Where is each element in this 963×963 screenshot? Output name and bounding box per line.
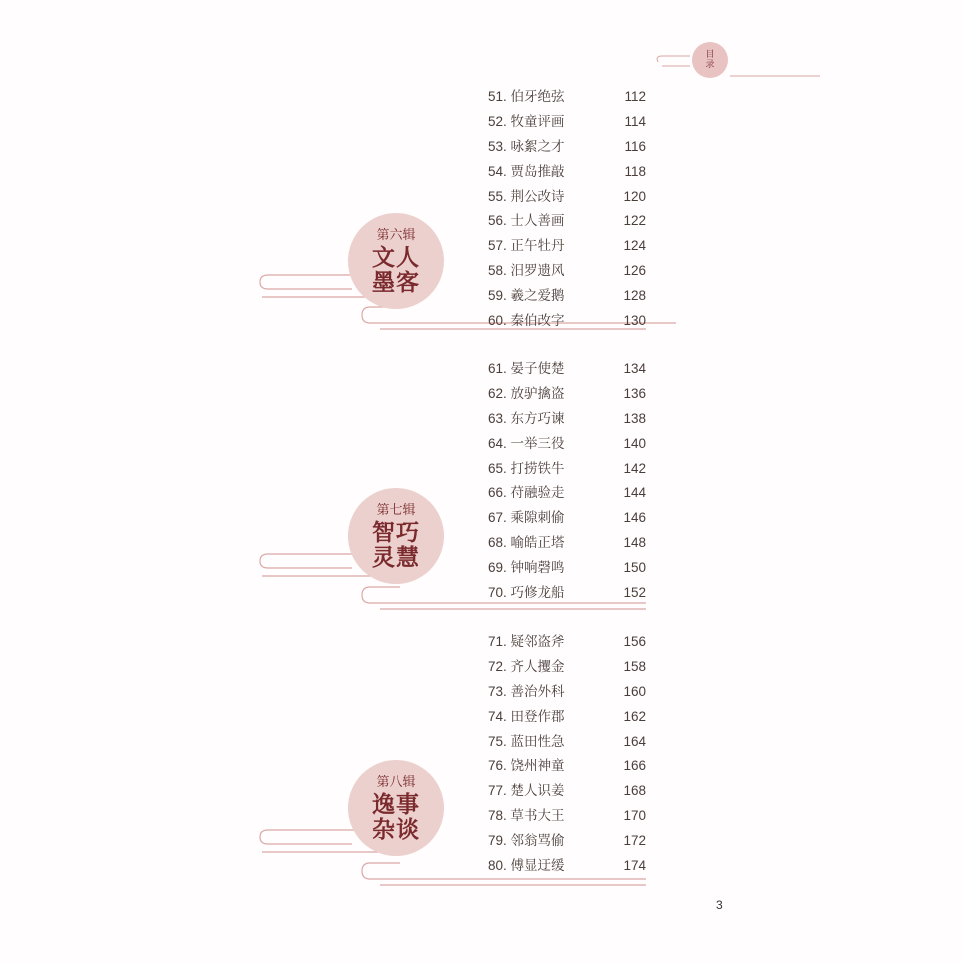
toc-entry[interactable] xyxy=(486,185,648,210)
entry-title: 77. 楚人识姜 xyxy=(488,783,565,799)
toc-entry[interactable] xyxy=(486,531,648,556)
entry-page: 174 xyxy=(623,858,646,874)
entry-page: 172 xyxy=(623,833,646,849)
section-title-line2: 杂谈 xyxy=(372,815,420,843)
toc-entry[interactable] xyxy=(486,85,648,110)
toc-header xyxy=(655,40,825,85)
entry-title: 66. 苻融验走 xyxy=(488,485,565,501)
entry-title: 76. 饶州神童 xyxy=(488,758,565,774)
entry-title: 61. 晏子使楚 xyxy=(488,361,565,376)
entry-page: 128 xyxy=(623,288,646,304)
toc-entry[interactable] xyxy=(486,754,648,779)
toc-entry[interactable] xyxy=(486,234,648,259)
page-number: 3 xyxy=(716,898,723,912)
entry-title: 74. 田登作郡 xyxy=(488,708,565,724)
entry-page: 164 xyxy=(623,733,646,749)
entry-page: 152 xyxy=(623,585,646,601)
entry-title: 80. 傅显迂缓 xyxy=(488,858,565,874)
entry-page: 168 xyxy=(623,783,646,799)
toc-entry[interactable] xyxy=(486,804,648,829)
entry-title: 75. 蓝田性急 xyxy=(488,733,565,749)
section-6 xyxy=(0,85,963,345)
section-label: 第八辑 xyxy=(376,774,416,790)
section-label: 第六辑 xyxy=(376,227,416,243)
entry-title: 78. 草书大王 xyxy=(488,808,565,824)
toc-entry[interactable] xyxy=(486,655,648,680)
toc-entry[interactable] xyxy=(486,481,648,506)
section-7 xyxy=(0,357,963,617)
toc-entry[interactable] xyxy=(486,135,648,160)
entry-title: 51. 伯牙绝弦 xyxy=(488,89,565,104)
entry-page: 150 xyxy=(623,560,646,576)
entry-page: 142 xyxy=(623,460,646,476)
entry-page: 136 xyxy=(623,385,646,401)
entry-page: 144 xyxy=(623,485,646,501)
entry-page: 138 xyxy=(623,410,646,426)
toc-entry[interactable] xyxy=(486,854,648,879)
entry-title: 71. 疑邻盗斧 xyxy=(488,634,565,649)
section-title-line2: 灵慧 xyxy=(372,543,420,571)
entry-title: 52. 牧童评画 xyxy=(488,113,565,129)
entry-title: 79. 邻翁骂偷 xyxy=(488,833,565,849)
toc-entry[interactable] xyxy=(486,779,648,804)
entry-page: 158 xyxy=(623,658,646,674)
entry-page: 156 xyxy=(623,634,646,649)
toc-entry[interactable] xyxy=(486,110,648,135)
entry-page: 134 xyxy=(623,361,646,376)
entry-title: 70. 巧修龙船 xyxy=(488,585,565,601)
entry-title: 58. 汨罗遗风 xyxy=(488,263,565,279)
entry-title: 64. 一举三役 xyxy=(488,435,565,451)
entry-page: 126 xyxy=(623,263,646,279)
toc-entry[interactable] xyxy=(486,556,648,581)
toc-entry[interactable] xyxy=(486,506,648,531)
toc-entry[interactable] xyxy=(486,209,648,234)
toc-entry[interactable] xyxy=(486,829,648,854)
entry-page: 148 xyxy=(623,535,646,551)
entry-title: 65. 打捞铁牛 xyxy=(488,460,565,476)
entry-title: 57. 正午牡丹 xyxy=(488,238,565,254)
toc-entry[interactable] xyxy=(486,630,648,655)
header-cloud-ornament xyxy=(655,40,825,85)
entry-page: 170 xyxy=(623,808,646,824)
section-title-line1: 文人 xyxy=(372,243,420,271)
entry-title: 68. 喻皓正塔 xyxy=(488,535,565,551)
entry-title: 73. 善治外科 xyxy=(488,683,565,699)
section-badge xyxy=(348,213,444,309)
entry-page: 118 xyxy=(624,163,646,179)
toc-entry[interactable] xyxy=(486,730,648,755)
toc-entry[interactable] xyxy=(486,309,648,334)
toc-entry[interactable] xyxy=(486,457,648,482)
entry-page: 146 xyxy=(623,510,646,526)
section-badge xyxy=(348,760,444,856)
toc-entry[interactable] xyxy=(486,259,648,284)
entry-title: 55. 荆公改诗 xyxy=(488,188,565,204)
section-label: 第七辑 xyxy=(376,502,416,518)
entry-list xyxy=(486,357,648,606)
header-char-1: 目 xyxy=(705,50,715,60)
entry-title: 62. 放驴擒盗 xyxy=(488,385,565,401)
toc-entry[interactable] xyxy=(486,357,648,382)
section-badge xyxy=(348,488,444,584)
header-badge xyxy=(692,42,728,78)
section-title-line1: 逸事 xyxy=(372,790,420,818)
entry-title: 72. 齐人攫金 xyxy=(488,658,565,674)
header-char-2: 录 xyxy=(705,60,715,70)
section-title-line2: 墨客 xyxy=(372,268,420,296)
entry-title: 56. 士人善画 xyxy=(488,213,565,229)
entry-title: 67. 乘隙刺偷 xyxy=(488,510,565,526)
toc-entry[interactable] xyxy=(486,160,648,185)
toc-entry[interactable] xyxy=(486,382,648,407)
entry-page: 112 xyxy=(624,89,646,104)
entry-page: 120 xyxy=(623,188,646,204)
entry-title: 60. 秦伯改字 xyxy=(488,313,565,329)
entry-page: 116 xyxy=(624,138,646,154)
entry-title: 54. 贾岛推敲 xyxy=(488,163,565,179)
entry-list xyxy=(486,85,648,334)
entry-page: 160 xyxy=(623,683,646,699)
toc-entry[interactable] xyxy=(486,284,648,309)
toc-entry[interactable] xyxy=(486,680,648,705)
toc-entry[interactable] xyxy=(486,581,648,606)
toc-entry[interactable] xyxy=(486,407,648,432)
section-title-line1: 智巧 xyxy=(372,518,420,546)
toc-entry[interactable] xyxy=(486,705,648,730)
entry-page: 162 xyxy=(623,708,646,724)
entry-page: 140 xyxy=(623,435,646,451)
entry-title: 69. 钟响磬鸣 xyxy=(488,560,565,576)
entry-page: 122 xyxy=(623,213,646,229)
toc-entry[interactable] xyxy=(486,432,648,457)
entry-title: 63. 东方巧谏 xyxy=(488,410,565,426)
entry-list xyxy=(486,630,648,879)
entry-title: 53. 咏絮之才 xyxy=(488,138,565,154)
entry-page: 114 xyxy=(624,113,646,129)
entry-title: 59. 羲之爱鹅 xyxy=(488,288,565,304)
entry-page: 124 xyxy=(623,238,646,254)
entry-page: 166 xyxy=(623,758,646,774)
section-8 xyxy=(0,630,963,890)
entry-page: 130 xyxy=(623,313,646,329)
